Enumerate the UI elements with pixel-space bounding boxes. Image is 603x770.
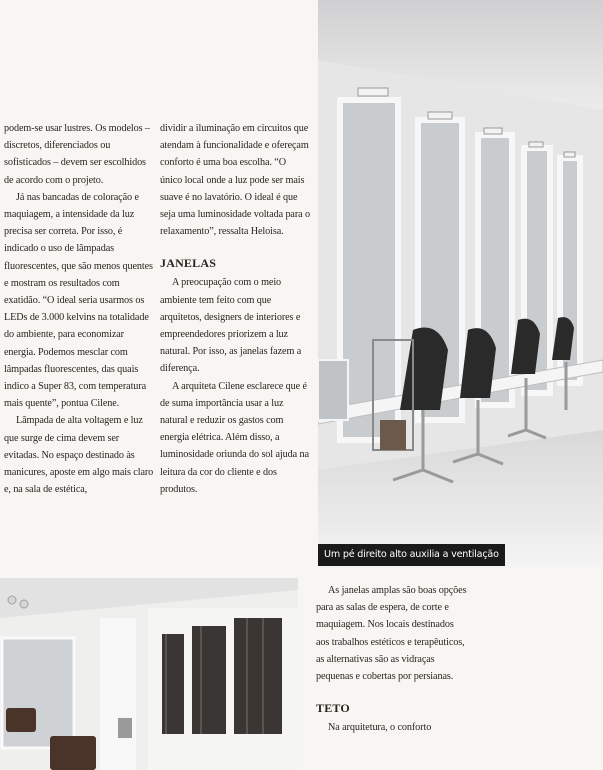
text-column-1 bbox=[4, 120, 154, 498]
paragraph: Lâmpada de alta voltagem e luz que surge de cima devem ser evitadas. No espaço destinado às manicures, aposte em algo mais claro e, na sala de estética, bbox=[4, 415, 154, 496]
paragraph: A arquiteta Cilene esclarece que é de suma importância usar a luz natural e reduzir os gastos com energia elétrica. Além disso, a luminosidade oriunda do sol ajuda na leitura da cor do cliente e dos produtos. bbox=[160, 380, 309, 495]
salon-window-photo bbox=[0, 578, 298, 770]
paragraph: dividir a iluminação em circuitos que atendam à funcionalidade e ofereçam conforto é uma boa escolha. “O único local onde a luz pode ser mais suave é no lavatório. O ideal é que seja uma luminosidade voltada para o relaxamento”, ressalta Heloisa. bbox=[160, 123, 311, 238]
paragraph: Já nas bancadas de coloração e maquiagem, a intensidade da luz precisa ser correta. Por isso, é indicado o uso de lâmpadas fluorescentes, que são menos quentes e mostram os resultados com exatidão. “O ideal seria usarmos os LEDs de 3.000 kelvins na totalidade do ambiente, para economizar energia. Podemos mesclar com lâmpadas fluorescentes, das quais indico a Super 83, com temperatura mais quente”, pontua Cilene. bbox=[4, 191, 153, 410]
paragraph: Na arquitetura, o conforto bbox=[328, 722, 432, 734]
text-column-3 bbox=[316, 582, 468, 736]
section-heading-janelas: JANELAS bbox=[160, 256, 217, 271]
photo-caption: Um pé direito alto auxilia a ventilação bbox=[318, 544, 505, 566]
section-heading-teto: TETO bbox=[316, 701, 350, 716]
paragraph: podem-se usar lustres. Os modelos – discretos, diferenciados ou sofisticados – devem ser escolhidos de acordo com o projeto. bbox=[4, 123, 150, 186]
text-column-2 bbox=[160, 120, 310, 498]
salon-photo-illustration bbox=[318, 0, 603, 568]
salon-photo bbox=[318, 0, 603, 568]
paragraph: As janelas amplas são boas opções para as salas de espera, de corte e maquiagem. Nos locais destinados aos trabalhos estéticos e terapêuticos, as alternativas são as vidraças pequenas e cobertas por persianas. bbox=[316, 585, 467, 683]
window-photo-illustration bbox=[0, 578, 298, 770]
paragraph: A preocupação com o meio ambiente tem feito com que arquitetos, designers de interiores e empreendedores priorizem a luz natural. Por isso, as janelas fazem a diferença. bbox=[160, 277, 302, 375]
